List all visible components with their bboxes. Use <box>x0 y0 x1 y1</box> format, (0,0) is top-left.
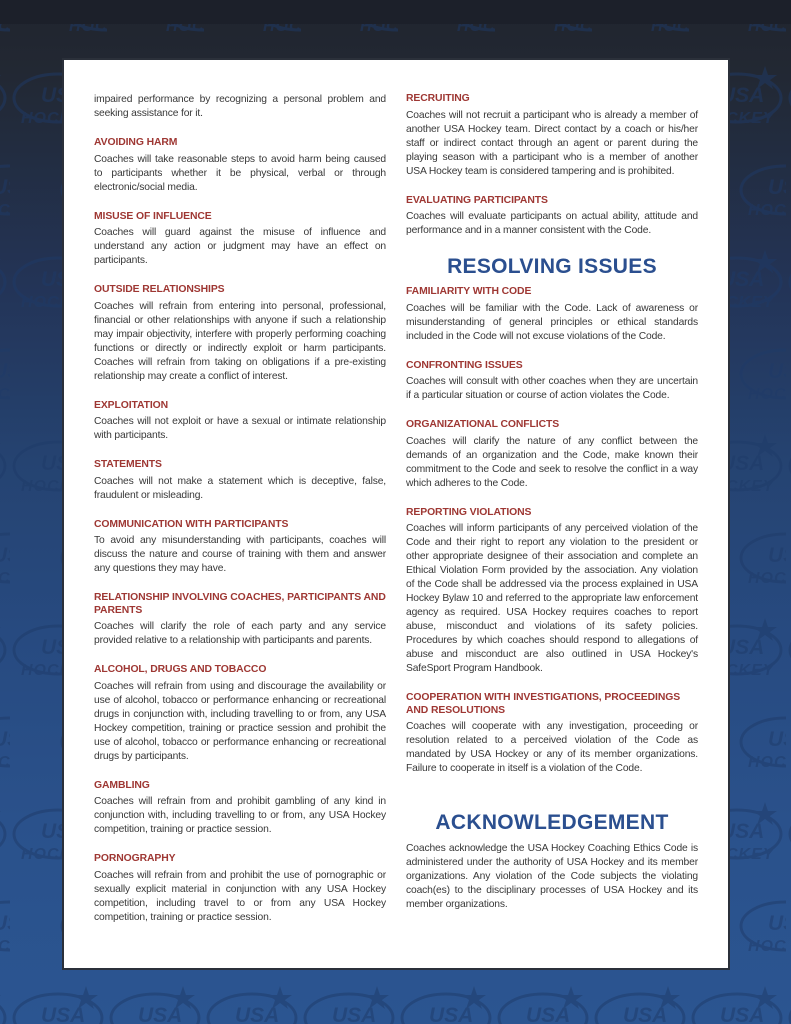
section-heading: PORNOGRAPHY <box>94 853 176 864</box>
acknowledgement-title: ACKNOWLEDGEMENT <box>435 811 669 834</box>
section-body: Coaches will inform participants of any perceived violation of the Code and their right to report any violation to the president or other appropriate designee of their association and complete an Ethical Violation Form provided by the association. Any violation of the Code shall be addressed via the process explained in USA Hockey Bylaw 10 and referred to the appropriate law enforcement agency as required. USA Hockey requires coaches to report abuse, misconduct and violations of its safety policies. Procedures by which coaches should respond to allegations of abuse and misconduct are also outlined in USA Hockey's SafeSport Program Handbook. <box>406 523 698 674</box>
section-familiarity-with-code <box>406 286 698 344</box>
section-statements <box>94 459 386 503</box>
section-heading: EVALUATING PARTICIPANTS <box>406 194 548 206</box>
section-heading: GAMBLING <box>94 779 150 791</box>
section-body: Coaches will cooperate with any investigation, proceeding or resolution related to a perceived violation of the Code as mandated by USA Hockey or any of its member organizations. Failure to cooperate in itself is a violation of the Code. <box>406 721 698 774</box>
section-heading: AVOIDING HARM <box>94 137 178 148</box>
section-body: Coaches will clarify the role of each party and any service provided relative to a relationship with participants and parents. <box>94 621 386 646</box>
section-body: Coaches will take reasonable steps to avoid harm being caused to participants whether it be physical, verbal or through electronic/social media. <box>94 153 386 193</box>
section-body: Coaches will consult with other coaches when they are uncertain if a particular situation or course of action violates the Code. <box>406 376 698 401</box>
left-column <box>94 93 386 925</box>
section-avoiding-harm <box>94 137 386 195</box>
section-misuse-of-influence <box>94 211 386 269</box>
section-heading: MISUSE OF INFLUENCE <box>94 210 212 222</box>
section-heading: STATEMENTS <box>94 459 162 470</box>
section-body: Coaches will be familiar with the Code. Lack of awareness or misunderstanding of general principles or ethical standards included in the Code will not excuse violations of the Code. <box>406 302 698 342</box>
top-dark-band <box>0 0 791 24</box>
section-heading: COOPERATION WITH INVESTIGATIONS, PROCEEDINGS AND RESOLUTIONS <box>406 692 681 716</box>
section-heading: OUTSIDE RELATIONSHIPS <box>94 284 225 295</box>
section-confronting-issues <box>406 360 698 404</box>
section-body: Coaches will guard against the misuse of influence and understand any action or judgment may have an effect on participants. <box>94 227 386 266</box>
section-heading: REPORTING VIOLATIONS <box>406 506 532 518</box>
section-body: To avoid any misunderstanding with participants, coaches will discuss the nature and course of training with them and answer any questions they may have. <box>94 535 386 574</box>
section-heading: FAMILIARITY WITH CODE <box>406 286 532 297</box>
section-exploitation <box>94 400 386 444</box>
acknowledgement-body: Coaches acknowledge the USA Hockey Coaching Ethics Code is administered under the authority of USA Hockey and its member organizations. Any violation of the Code subjects the violating coach(es) to the disciplinary processes of USA Hockey and its member organizations. <box>406 843 698 910</box>
section-heading: RELATIONSHIP INVOLVING COACHES, PARTICIPANTS AND PARENTS <box>94 592 386 616</box>
section-body: Coaches will not exploit or have a sexual or intimate relationship with participants. <box>94 416 386 441</box>
section-evaluating-participants <box>406 195 698 239</box>
section-communication-with-participants <box>94 519 386 577</box>
section-alcohol-drugs-tobacco <box>94 664 386 764</box>
section-body: Coaches will refrain from entering into personal, professional, financial or other relationships with anyone if such a relationship may impair objectivity, interfere with properly performing coaching functions or directly or indirectly exploit or harm participants. Coaches will refrain from taking on obligations if a pre-existing relationship may create a conflict of interest. <box>94 300 386 382</box>
section-organizational-conflicts <box>406 419 698 491</box>
section-body: Coaches will evaluate participants on actual ability, attitude and performance and in a manner consistent with the Code. <box>406 211 698 236</box>
section-reporting-violations <box>406 507 698 677</box>
section-heading: RECRUITING <box>406 93 470 104</box>
section-heading: ORGANIZATIONAL CONFLICTS <box>406 419 560 430</box>
section-gambling <box>94 780 386 838</box>
section-body: Coaches will refrain from and prohibit the use of pornographic or sexually explicit material in conjunction with any USA Hockey competition, including travel to or from any USA Hockey competition, training or practice session. <box>94 869 386 923</box>
section-relationship-involving <box>94 592 386 648</box>
section-heading: ALCOHOL, DRUGS AND TOBACCO <box>94 664 267 675</box>
section-body: Coaches will refrain from using and discourage the availability or use of alcohol, tobacco or performance enhancing or recreational drugs in conjunction with, including travelling to or from, any USA Hockey competition, training or practice session and prohibit the use of alcohol, tobacco or performance enhancing or recreational drugs by participants. <box>94 680 386 762</box>
section-body: Coaches will not recruit a participant who is already a member of another USA Hockey team. Direct contact by a coach or his/her staff or indirect contact through an agent or parent during the playing season with a participant who is a member of another USA Hockey team is considered tampering and is prohibited. <box>406 109 698 177</box>
section-pornography <box>94 853 386 925</box>
section-body: Coaches will refrain from and prohibit gambling of any kind in conjunction with, including travelling to or from, any USA Hockey competition, training or practice session. <box>94 796 386 835</box>
section-body: Coaches will not make a statement which is deceptive, false, fraudulent or misleading. <box>94 475 386 501</box>
section-heading: COMMUNICATION WITH PARTICIPANTS <box>94 518 289 530</box>
section-heading: CONFRONTING ISSUES <box>406 359 523 371</box>
continuation-paragraph: impaired performance by recognizing a personal problem and seeking assistance for it. <box>94 94 386 119</box>
section-outside-relationships <box>94 284 386 384</box>
section-cooperation-with-investigations <box>406 692 698 776</box>
resolving-issues-title: RESOLVING ISSUES <box>447 255 657 278</box>
section-recruiting <box>406 93 698 179</box>
section-heading: EXPLOITATION <box>94 399 169 411</box>
section-body: Coaches will clarify the nature of any conflict between the demands of an organization and the Code, make known their commitment to the Code and seek to resolve the conflict in a way which adheres to the Code. <box>406 435 698 489</box>
right-column <box>406 93 698 925</box>
document-page <box>62 58 730 970</box>
